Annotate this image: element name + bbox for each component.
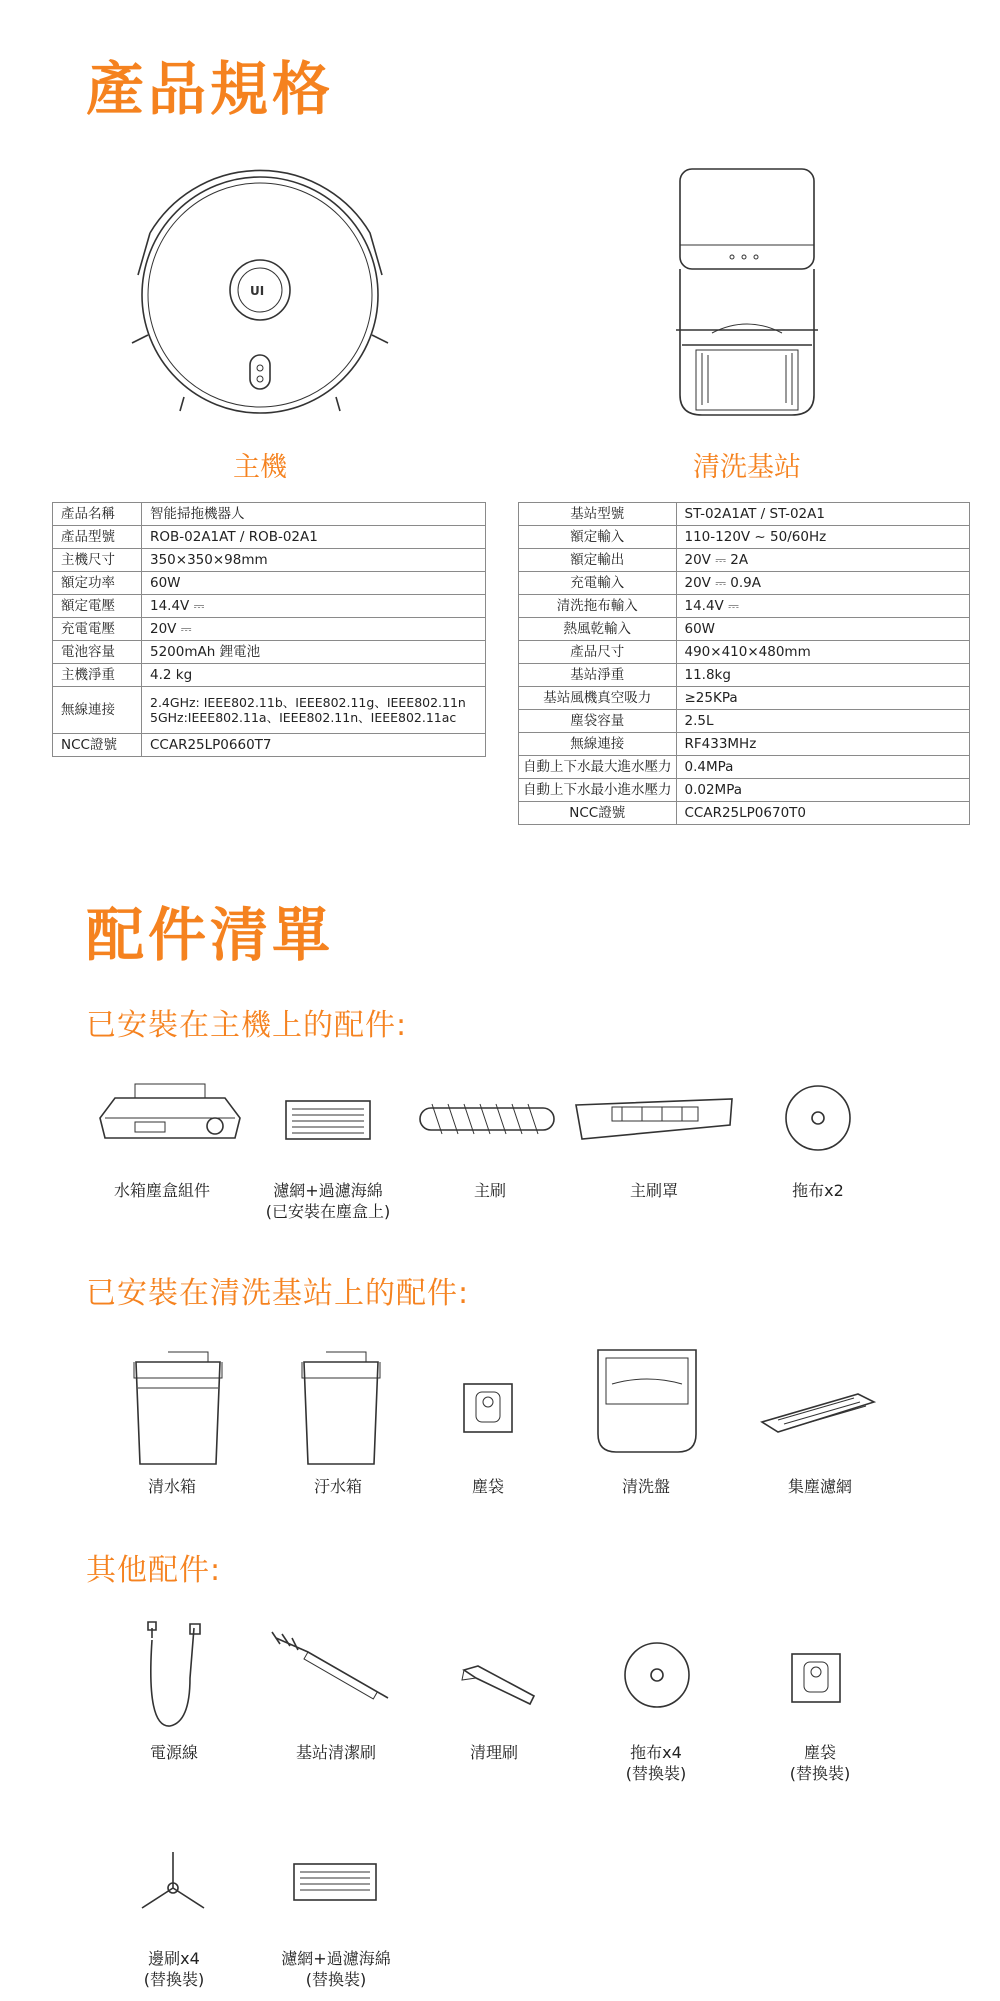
spec-value: 20V ⎓ 0.9A (676, 572, 970, 595)
spec-value: CCAR25LP0670T0 (676, 802, 970, 825)
item-caption: 基站清潔刷 (295, 1743, 376, 1762)
spec-row (53, 526, 486, 549)
filter-icon (278, 1095, 378, 1145)
spec-label: 基站淨重 (519, 664, 677, 687)
spec-label: 基站型號 (519, 503, 677, 526)
water-tank-dustbin-icon (95, 1078, 245, 1148)
spec-row (519, 618, 970, 641)
item-caption: 汙水箱 (313, 1477, 362, 1496)
item-caption: 主刷罩 (629, 1181, 678, 1200)
spec-value: 11.8kg (676, 664, 970, 687)
spec-label: 自動上下水最小進水壓力 (519, 779, 677, 802)
spec-value: 60W (142, 572, 486, 595)
spec-value: ST-02A1AT / ST-02A1 (676, 503, 970, 526)
spec-value: 20V ⎓ (142, 618, 486, 641)
power-cord-icon (140, 1618, 210, 1733)
spec-label: 額定輸入 (519, 526, 677, 549)
base-station-caption: 清洗基站 (693, 452, 801, 483)
spec-label: 充電輸入 (519, 572, 677, 595)
spec-row (53, 595, 486, 618)
spec-row (519, 572, 970, 595)
spec-label: 產品型號 (53, 526, 142, 549)
spec-label: 電池容量 (53, 641, 142, 664)
main-brush-icon (412, 1090, 562, 1150)
spec-row (53, 664, 486, 687)
group-heading-station: 已安裝在清洗基站上的配件: (86, 1276, 470, 1311)
spec-row (53, 618, 486, 641)
accessory-title: 配件清單 (86, 901, 335, 969)
spec-value: 490×410×480mm (676, 641, 970, 664)
spec-row (519, 526, 970, 549)
svg-text:UI: UI (250, 284, 265, 298)
item-caption: 塵袋 (471, 1477, 504, 1496)
wash-tray-icon (592, 1344, 702, 1459)
spec-label: 額定電壓 (53, 595, 142, 618)
station-cleaning-brush-icon (268, 1628, 398, 1708)
clean-water-tank-icon (128, 1348, 228, 1468)
spec-value: 2.4GHz: IEEE802.11b、IEEE802.11g、IEEE802.11n 5GHz:IEEE802.11a、IEEE802.11n、IEEE802.11ac (142, 687, 486, 734)
item-caption: 邊刷x4 (替換裝) (143, 1949, 205, 1989)
item-caption: 拖布x2 (792, 1181, 844, 1200)
spec-value: 350×350×98mm (142, 549, 486, 572)
spec-label: 塵袋容量 (519, 710, 677, 733)
spec-label: 額定功率 (53, 572, 142, 595)
main-unit-caption: 主機 (233, 452, 287, 483)
group-heading-other: 其他配件: (86, 1553, 222, 1588)
base-station-spec-table (518, 502, 970, 825)
spec-row (519, 733, 970, 756)
dust-bag-icon (460, 1380, 516, 1436)
spec-row (519, 710, 970, 733)
mop-pad-spare-icon (622, 1640, 692, 1710)
item-caption: 清洗盤 (621, 1477, 670, 1496)
spec-row (519, 756, 970, 779)
spec-value: 110-120V ~ 50/60Hz (676, 526, 970, 549)
item-caption: 濾網+過濾海綿 (已安裝在塵盒上) (265, 1181, 391, 1221)
side-brush-icon (138, 1848, 208, 1918)
spec-row (519, 641, 970, 664)
spec-row (53, 572, 486, 595)
mop-pad-icon (783, 1083, 853, 1153)
dust-bag-spare-icon (788, 1650, 844, 1706)
spec-title: 產品規格 (86, 55, 335, 123)
spec-row (519, 595, 970, 618)
spec-row (53, 503, 486, 526)
spec-value: 14.4V ⎓ (676, 595, 970, 618)
item-caption: 清理刷 (469, 1743, 518, 1762)
spec-label: NCC證號 (53, 734, 142, 757)
spec-label: NCC證號 (519, 802, 677, 825)
spec-value: 0.02MPa (676, 779, 970, 802)
spec-row (519, 779, 970, 802)
spec-label: 基站風機真空吸力 (519, 687, 677, 710)
spec-row (519, 802, 970, 825)
group-heading-robot: 已安裝在主機上的配件: (86, 1008, 408, 1043)
spec-label: 清洗拖布輸入 (519, 595, 677, 618)
spec-label: 額定輸出 (519, 549, 677, 572)
item-caption: 水箱塵盒組件 (113, 1181, 210, 1200)
item-caption: 主刷 (473, 1181, 506, 1200)
spec-row (519, 664, 970, 687)
spec-value: 60W (676, 618, 970, 641)
spec-value: 14.4V ⎓ (142, 595, 486, 618)
spec-value: 5200mAh 鋰電池 (142, 641, 486, 664)
cleaning-brush-icon (458, 1660, 538, 1710)
spec-row (519, 503, 970, 526)
item-caption: 塵袋 (替換裝) (789, 1743, 851, 1783)
brush-cover-icon (572, 1095, 737, 1145)
item-caption: 電源線 (149, 1743, 198, 1762)
item-caption: 集塵濾網 (787, 1477, 852, 1496)
item-caption: 拖布x4 (替換裝) (625, 1743, 687, 1783)
dirty-water-tank-icon (296, 1348, 386, 1468)
spec-value: 2.5L (676, 710, 970, 733)
spec-value: 20V ⎓ 2A (676, 549, 970, 572)
spec-label: 主機尺寸 (53, 549, 142, 572)
spec-value: 4.2 kg (142, 664, 486, 687)
dust-filter-icon (758, 1388, 878, 1438)
spec-value: 0.4MPa (676, 756, 970, 779)
spec-value: RF433MHz (676, 733, 970, 756)
spec-label: 熱風乾輸入 (519, 618, 677, 641)
spec-value: 智能掃拖機器人 (142, 503, 486, 526)
spec-label: 充電電壓 (53, 618, 142, 641)
spec-label: 產品名稱 (53, 503, 142, 526)
filter-sponge-spare-icon (290, 1858, 380, 1908)
spec-row (519, 549, 970, 572)
main-unit-spec-table (52, 502, 486, 757)
spec-label: 產品尺寸 (519, 641, 677, 664)
item-caption: 濾網+過濾海綿 (替換裝) (281, 1949, 391, 1989)
spec-label: 主機淨重 (53, 664, 142, 687)
spec-value: ROB-02A1AT / ROB-02A1 (142, 526, 486, 549)
spec-label: 無線連接 (53, 687, 142, 734)
spec-row (53, 734, 486, 757)
item-caption: 清水箱 (147, 1477, 196, 1496)
spec-row (53, 687, 486, 734)
base-station-illustration (672, 165, 822, 430)
spec-value: ≥25KPa (676, 687, 970, 710)
spec-row (53, 641, 486, 664)
spec-label: 無線連接 (519, 733, 677, 756)
spec-row (53, 549, 486, 572)
spec-label: 自動上下水最大進水壓力 (519, 756, 677, 779)
robot-illustration (120, 165, 400, 430)
spec-value: CCAR25LP0660T7 (142, 734, 486, 757)
spec-row (519, 687, 970, 710)
